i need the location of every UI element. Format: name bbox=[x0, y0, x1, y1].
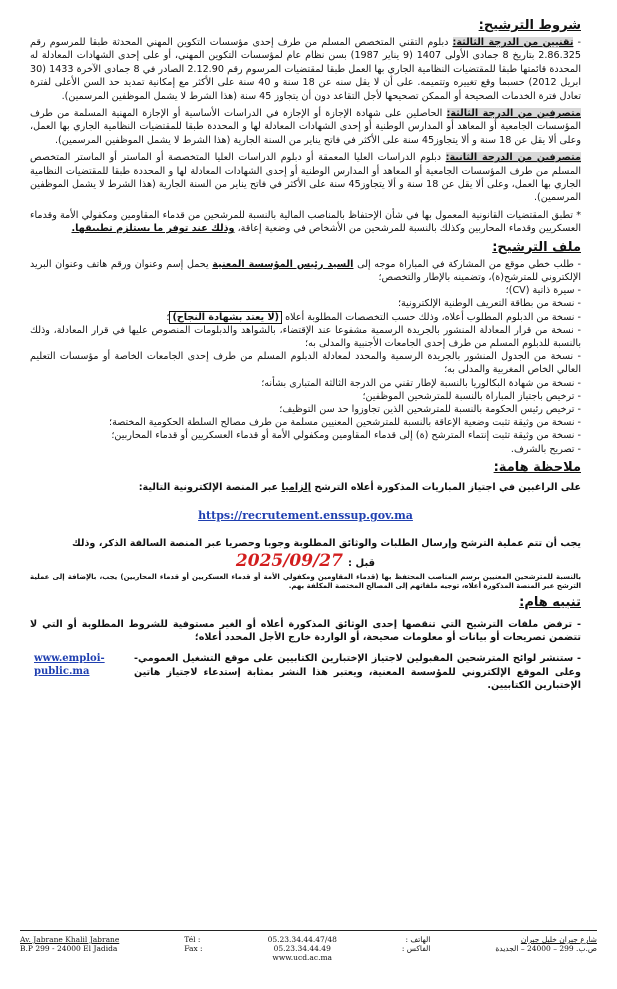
warning-text: - ترفض ملفات الترشيح التي تنقصها إحدى الوثائق المذكورة أعلاه أو الغير مستوفية للشروط المطلوبة أو التي لا تتضمن تصريحات أو بيانات أو معلومات صحيحة، أو الواردة خارج الأجل المحدد أعلاه؛ bbox=[30, 618, 581, 643]
condition-administrators-2-lead: متصرفين من الدرجة الثانية: bbox=[445, 152, 581, 164]
link-part: www.emploi- bbox=[34, 653, 105, 665]
footer-line: B.P 299 - 24000 El Jadida bbox=[20, 944, 118, 953]
link-part: public.ma bbox=[34, 666, 90, 678]
list-item-emphasis: السيد رئيس المؤسسة المعنية bbox=[212, 258, 354, 270]
deadline-label: قبل : bbox=[348, 557, 376, 569]
conditions-heading: شروط الترشيح: bbox=[478, 18, 581, 33]
important-note-line2: يجب أن تتم عملية الترشح وإرسال الطلبات والوثائق المطلوبة وجوبا وحصريا عبر المنصة السالفة الذكر، وذلك bbox=[71, 538, 581, 550]
list-item: - نسخة من قرار المعادلة المنشور بالجريدة الرسمية مشفوعا عند الإقتضاء، بالشواهد والدبلومات المنصوص عليها في قرار المعادلة، وذلك بالنسبة للدبلوم المسلم من طرف إحدى الجامعات الأجنبية والمدلى به؛ bbox=[30, 324, 581, 349]
footer-line: الهاتف : bbox=[405, 935, 431, 944]
list-item: - سيرة ذاتية (CV)؛ bbox=[505, 285, 581, 297]
list-item-text: يحمل إسم وعنوان ورقم هاتف وعنوان البريد الإلكتروني للمترشح(ة)، وتضمينه بالإطار والتخصص؛ bbox=[30, 258, 581, 283]
application-file-section bbox=[30, 240, 581, 456]
list-item bbox=[30, 258, 581, 284]
list-item-text: - نسخة من الدبلوم المطلوب أعلاه، وذلك حسب التخصصات المطلوبة أعلاه bbox=[282, 311, 581, 323]
condition-administrators-3 bbox=[30, 107, 581, 147]
condition-reserved-posts bbox=[30, 209, 581, 236]
list-item: - نسخة من وثيقة تثبت إنتماء المترشح (ة) إلى قدماء المقاومين ومكفولي الأمة أو قدماء العسكريين أو قدماء المحاربين؛ bbox=[111, 430, 581, 442]
footer-labels-ar bbox=[402, 935, 431, 962]
condition-reserved-posts-bold: وذلك عند توفر ما يستلزم تطبيقها. bbox=[71, 223, 235, 235]
footer-line: Av. Jabrane Khalil Jabrane bbox=[20, 935, 120, 944]
conditions-section bbox=[30, 18, 581, 236]
list-item bbox=[30, 311, 581, 324]
platform-link[interactable]: https://recrutement.enssup.gov.ma bbox=[198, 509, 413, 523]
footer-line: شارع جبران خليل جبران bbox=[520, 935, 597, 944]
footer-line: الفاكس : bbox=[401, 944, 431, 953]
warning-heading: تنبيه هام: bbox=[519, 594, 581, 610]
deadline-date: 2025/09/27 bbox=[235, 550, 343, 571]
bullet-dash: - bbox=[573, 37, 581, 48]
warning-item-1 bbox=[30, 618, 581, 645]
list-item: - ترخيص باجتياز المباراة بالنسبة للمترشحين الموظفين؛ bbox=[362, 390, 581, 402]
platform-link-wrap bbox=[30, 504, 581, 523]
list-item: - تصريح بالشرف. bbox=[510, 443, 581, 455]
note-text: عبر المنصة الإلكترونية التالية: bbox=[138, 481, 282, 493]
list-item-text: - طلب خطي موقع من المشاركة في المباراة موجه إلى bbox=[353, 258, 581, 270]
footer-line: Tél : bbox=[184, 935, 201, 944]
emploi-public-link[interactable] bbox=[30, 652, 134, 692]
important-note-heading: ملاحظة هامة: bbox=[493, 459, 581, 475]
footer-address-fr bbox=[20, 935, 119, 962]
footer-line: Fax : bbox=[184, 944, 203, 953]
application-file-heading: ملف الترشيح: bbox=[492, 239, 581, 255]
footer-line: ص.ب. 299 – 24000 – الجديدة bbox=[495, 944, 597, 953]
important-note-small: بالنسبة للمترشحين المعنيين برسم المناصب المحتفظ بها (قدماء المقاومين ومكفولي الأمة أو قدماء العسكريين أو قدماء المحاربين) يجب، بالإضافة إلى عملية الترشح عبر المنصة المذكورة أعلاه، توجيه ملفاتهم إلى المصالح المختصة المكلفة بهم. bbox=[30, 572, 581, 590]
list-item-text: ؛ bbox=[166, 311, 170, 323]
footer-line: 05.23.34.44.47/48 bbox=[267, 935, 337, 944]
condition-reserved-posts-text: * تطبق المقتضيات القانونية المعمول بها في شأن الإحتفاظ بالمناصب المالية بالنسبة للمرشحين من قدماء المقاومين ومكفولي الأمة وقدماء العسكريين وقدماء المحاربين وكذلك بالنسبة للمرشحين من الأشخاص في وضعية إعاقة، bbox=[30, 209, 581, 235]
important-note-line1 bbox=[30, 481, 581, 494]
condition-administrators-2-text: دبلوم الدراسات العليا المعمقة أو دبلوم الدراسات العليا المتخصصة أو الماستر أو الماستر المتخصص المسلم من طرف المؤسسات الجامعية أو المعاهد أو المدارس الوطنية أو إحدى الشهادات المعادلة لها و المحددة طبقا للمقتضيات النظامية الجاري بها العمل، وعلى ألا يقل عن 18 سنة و ألا يتجاوز45 سنة على الأكثر في فاتح يناير من السنة الجارية (هذا الشرط لا يشمل الموظفين المرسمين). bbox=[30, 152, 581, 204]
application-file-list bbox=[30, 258, 581, 456]
deadline-row bbox=[30, 551, 581, 571]
footer-numbers bbox=[268, 935, 337, 962]
condition-technicians-lead: تقنيين من الدرجة الثالثة: bbox=[452, 37, 574, 48]
footer-labels-fr bbox=[184, 935, 202, 962]
warning-section bbox=[30, 595, 581, 693]
condition-administrators-3-lead: متصرفين من الدرجة الثالثة: bbox=[446, 108, 581, 120]
warning-item-2 bbox=[30, 652, 581, 692]
list-item: - نسخة من الجدول المنشور بالجريدة الرسمية والمحدد لمعادلة الدبلوم المسلم من طرف إحدى الجامعات الخاصة أو مؤسسات التعليم العالي الخاص المغربية والمدلى به؛ bbox=[30, 351, 581, 376]
condition-administrators-2 bbox=[30, 151, 581, 205]
note-emphasis: إلزاميا bbox=[281, 481, 312, 493]
boxed-note: (لا يعتد بشهادة النجاح) bbox=[169, 311, 282, 324]
footer-address-ar bbox=[495, 935, 597, 962]
condition-administrators-3-text: الحاصلين على شهادة الإجازة أو الإجازة في الدراسات الأساسية أو الإجازة المهنية المسلمة من طرف المؤسسات الجامعية أو المعاهد أو المدارس الوطنية أو إحدى الشهادات المعادلة لها و المحددة طبقا للمقتضيات النظامية الجاري بها العمل، وعلى ألا يقل عن 18 سنة و ألا يتجاوز45 سنة على الأكثر في فاتح يناير من السنة الجارية (هذا الشرط لا يشمل الموظفين المرسمين). bbox=[30, 108, 581, 146]
footer-website[interactable]: www.ucd.ac.ma bbox=[272, 953, 333, 962]
condition-technicians bbox=[30, 36, 581, 103]
list-item: - نسخة من بطاقة التعريف الوطنية الإلكترونية؛ bbox=[397, 298, 581, 310]
list-item: - ترخيص رئيس الحكومة بالنسبة للمترشحين الذين تجاوزوا حد سن التوظيف؛ bbox=[279, 403, 581, 415]
note-text: على الراغبين في اجتياز المباريات المذكورة أعلاه الترشح bbox=[311, 481, 581, 493]
list-item: - نسخة من وثيقة تثبت وضعية الإعاقة بالنسبة للمترشحين المعنيين مسلمة من طرف مصالح السلطة الحكومية المختصة؛ bbox=[109, 417, 581, 429]
footer-line: 05.23.34.44.49 bbox=[273, 944, 331, 953]
condition-technicians-text: دبلوم التقني المتخصص المسلم من طرف إحدى مؤسسات التكوين المهني المحدثة طبقا للمرسوم رقم 2.86.325 بتاريخ 8 جمادى الأولى 1407 (9 يناير 1987) بسن نظام عام لمؤسسات التكوين المهني، أو على إحدى الشهادات المعادلة له المحددة قائمتها طبقا للمقتضيات النظامية الجاري بها العمل طبقا لمقتضيات المرسوم رقم 2.12.90 الصادر في 8 جمادى الآخرة 1433 (30 ابريل 2012) حسبما وقع تغييره وتتميمه. على أن لا يقل سنه عن 18 سنة و 40 سنة على الأكثر مع إمكانية تمديد حد السن الأعلى لفترة تعادل فترة الخدمات الصحيحة أو الممكن تصحيحها لأجل التقاعد دون أن يتجاوز 45 سنة (هذا الشرط لا يشمل الموظفين المرسمين). bbox=[30, 37, 582, 102]
page-footer bbox=[20, 930, 597, 962]
list-item: - نسخة من شهادة البكالوريا بالنسبة لإطار تقني من الدرجة الثالثة المتبارى بشأنه؛ bbox=[261, 377, 581, 389]
important-note-section bbox=[30, 460, 581, 591]
warning-text: - ستنشر لوائح المترشحين المقبولين لاجتياز الإختبارين الكتابيين على موقع التشغيل العمومي- وعلى الموقع الإلكتروني للمؤسسة المعنية، ويعتبر هذا النشر بمثابة إستدعاء لاجتياز هاتين الإختبارين الكتابيين. bbox=[134, 653, 581, 692]
